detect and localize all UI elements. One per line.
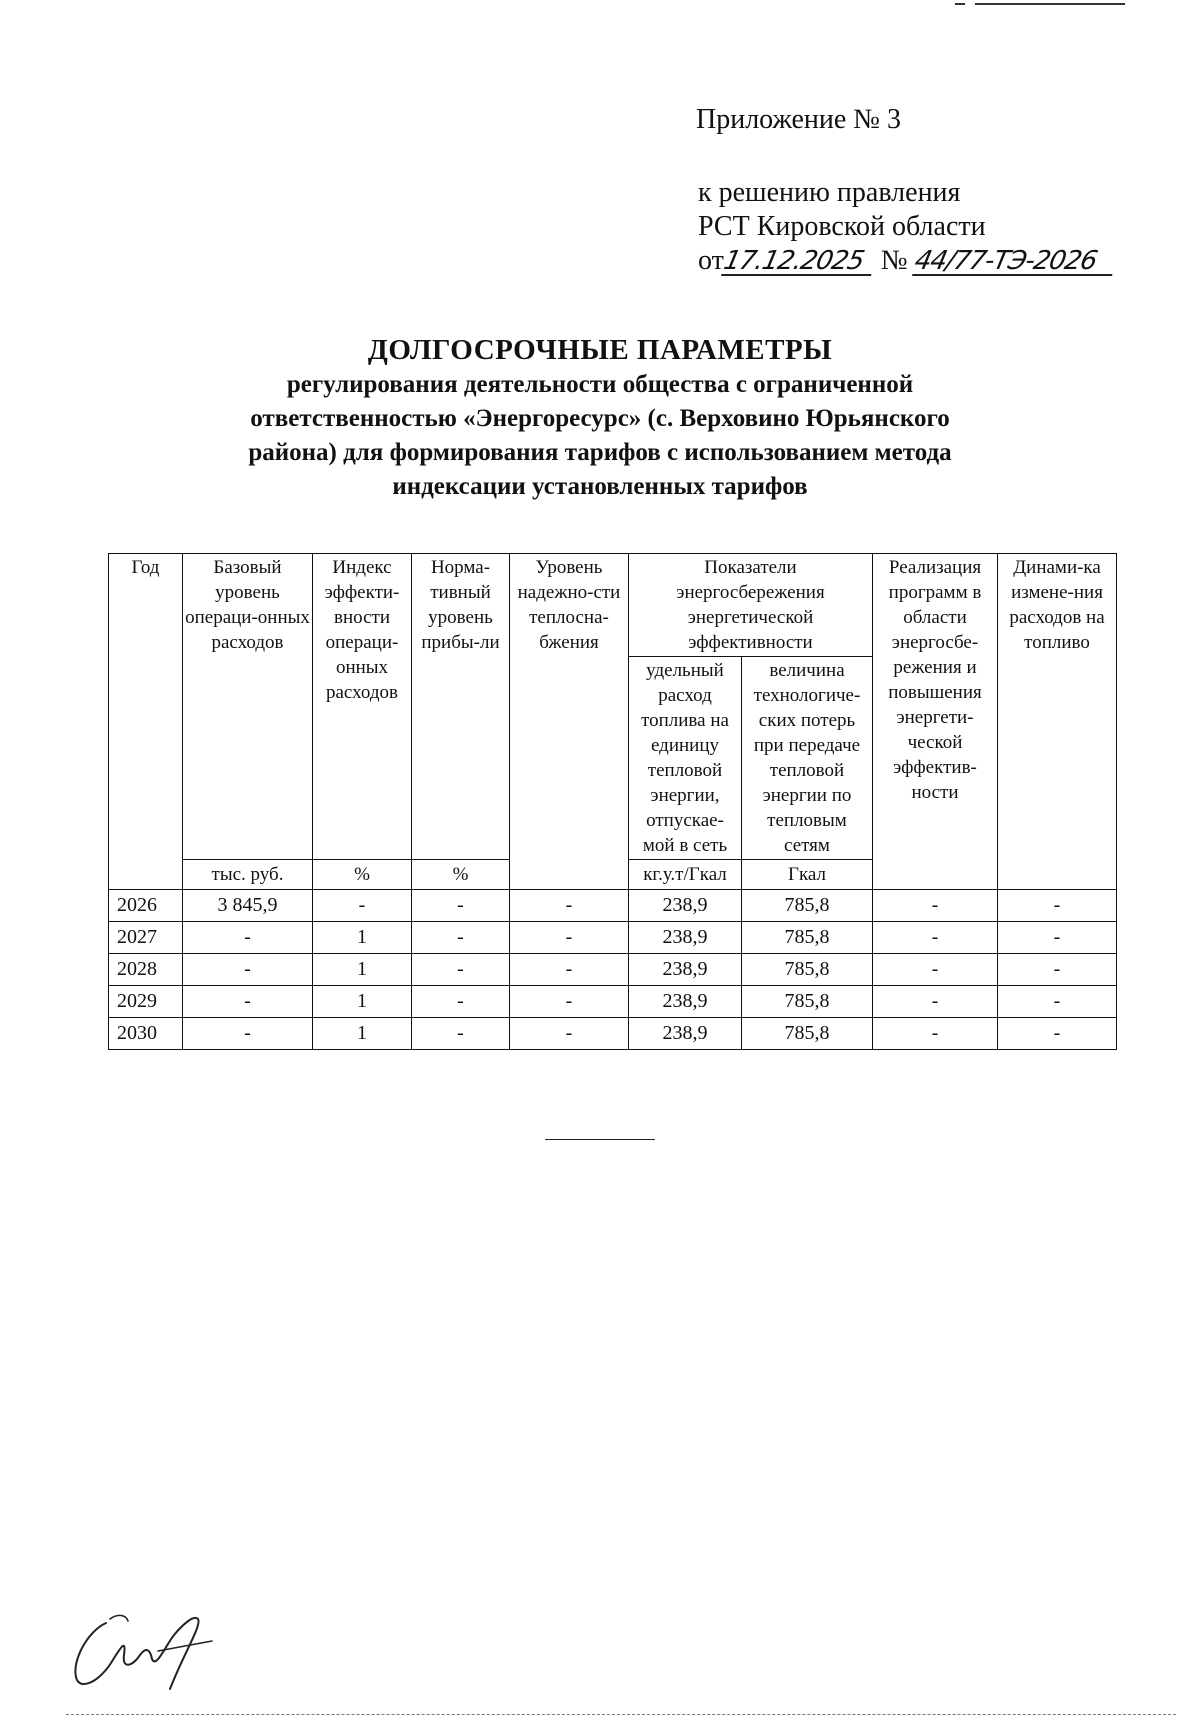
table-row [109,1018,1117,1050]
parameters-table [108,553,1117,1050]
top-edge-rule [975,3,1125,5]
cell-fuel-rate: 238,9 [629,986,742,1018]
cell-programs: - [873,1018,998,1050]
number-prefix: № [880,245,908,276]
header-losses: величина технологиче-ских потерь при передаче тепловой энергии по тепловым сетям [742,657,873,860]
header-fuel-dynamics: Динами-ка измене-ния расходов на топливо [998,554,1117,890]
document-title [170,333,1030,503]
header-year: Год [109,554,183,890]
title-line-3: района) для формирования тарифов с использованием метода [248,439,952,466]
appendix-label: Приложение № 3 [696,104,901,135]
unit-normative-profit: % [412,860,510,890]
cell-fuel-dynamics: - [998,922,1117,954]
header-efficiency-index: Индекс эффекти-вности операци-онных расходов [313,554,412,860]
table-row [109,986,1117,1018]
cell-efficiency-index: 1 [313,922,412,954]
cell-fuel-rate: 238,9 [629,954,742,986]
cell-normative-profit: - [412,954,510,986]
cell-efficiency-index: 1 [313,986,412,1018]
cell-normative-profit: - [412,922,510,954]
cell-losses: 785,8 [742,954,873,986]
cell-reliability: - [510,922,629,954]
cell-normative-profit: - [412,1018,510,1050]
cell-losses: 785,8 [742,1018,873,1050]
date-prefix: от [698,245,724,276]
header-base-level: Базовый уровень операци-онных расходов [183,554,313,860]
cell-efficiency-index: 1 [313,954,412,986]
title-line-2: ответственностью «Энергоресурс» (с. Верховино Юрьянского [250,405,950,432]
decision-line-1: к решению правления [698,177,961,208]
table-row [109,954,1117,986]
cell-losses: 785,8 [742,986,873,1018]
header-programs: Реализация программ в области энергосбе-режения и повышения энергети-ческой эффектив-ности [873,554,998,890]
cell-programs: - [873,986,998,1018]
cell-programs: - [873,922,998,954]
decision-line-3 [698,244,1115,278]
table-row [109,922,1117,954]
cell-reliability: - [510,954,629,986]
cell-year: 2027 [109,922,183,954]
cell-reliability: - [510,1018,629,1050]
title-line-1: регулирования деятельности общества с ограниченной [286,371,914,398]
cell-base-level: - [183,922,313,954]
unit-fuel-rate: кг.у.т/Гкал [629,860,742,890]
title-main: ДОЛГОСРОЧНЫЕ ПАРАМЕТРЫ [367,334,833,366]
unit-efficiency-index: % [313,860,412,890]
cell-fuel-rate: 238,9 [629,1018,742,1050]
cell-fuel-dynamics: - [998,986,1117,1018]
cell-programs: - [873,890,998,922]
cell-efficiency-index: 1 [313,1018,412,1050]
signature-scribble [66,1605,216,1695]
decision-reference [698,176,1115,278]
cell-fuel-dynamics: - [998,1018,1117,1050]
cell-fuel-rate: 238,9 [629,922,742,954]
cell-programs: - [873,954,998,986]
cell-reliability: - [510,890,629,922]
header-normative-profit: Норма-тивный уровень прибы-ли [412,554,510,860]
top-edge-mark [955,3,965,5]
cell-losses: 785,8 [742,890,873,922]
title-line-4: индексации установленных тарифов [392,473,808,500]
cell-fuel-dynamics: - [998,890,1117,922]
cell-reliability: - [510,986,629,1018]
cell-year: 2029 [109,986,183,1018]
cell-base-level: 3 845,9 [183,890,313,922]
cell-normative-profit: - [412,986,510,1018]
table-row [109,890,1117,922]
unit-losses: Гкал [742,860,873,890]
cell-year: 2030 [109,1018,183,1050]
cell-fuel-dynamics: - [998,954,1117,986]
unit-base-level: тыс. руб. [183,860,313,890]
closing-rule [545,1139,655,1140]
handwritten-number: 44/77-ТЭ-2026 [912,248,1118,276]
header-energy-indicators: Показатели энергосбережения энергетической эффективности [629,554,873,657]
header-row-1 [109,554,1117,657]
cell-fuel-rate: 238,9 [629,890,742,922]
decision-line-2: РСТ Кировской области [698,211,986,242]
header-reliability: Уровень надежно-сти теплосна-бжения [510,554,629,890]
cell-base-level: - [183,1018,313,1050]
cell-efficiency-index: - [313,890,412,922]
cell-normative-profit: - [412,890,510,922]
cell-losses: 785,8 [742,922,873,954]
cell-year: 2026 [109,890,183,922]
cell-base-level: - [183,954,313,986]
handwritten-date: 17.12.2025 [721,248,877,276]
cell-base-level: - [183,986,313,1018]
page-bottom-line [66,1714,1176,1715]
cell-year: 2028 [109,954,183,986]
header-fuel-rate: удельный расход топлива на единицу тепловой энергии, отпускае-мой в сеть [629,657,742,860]
